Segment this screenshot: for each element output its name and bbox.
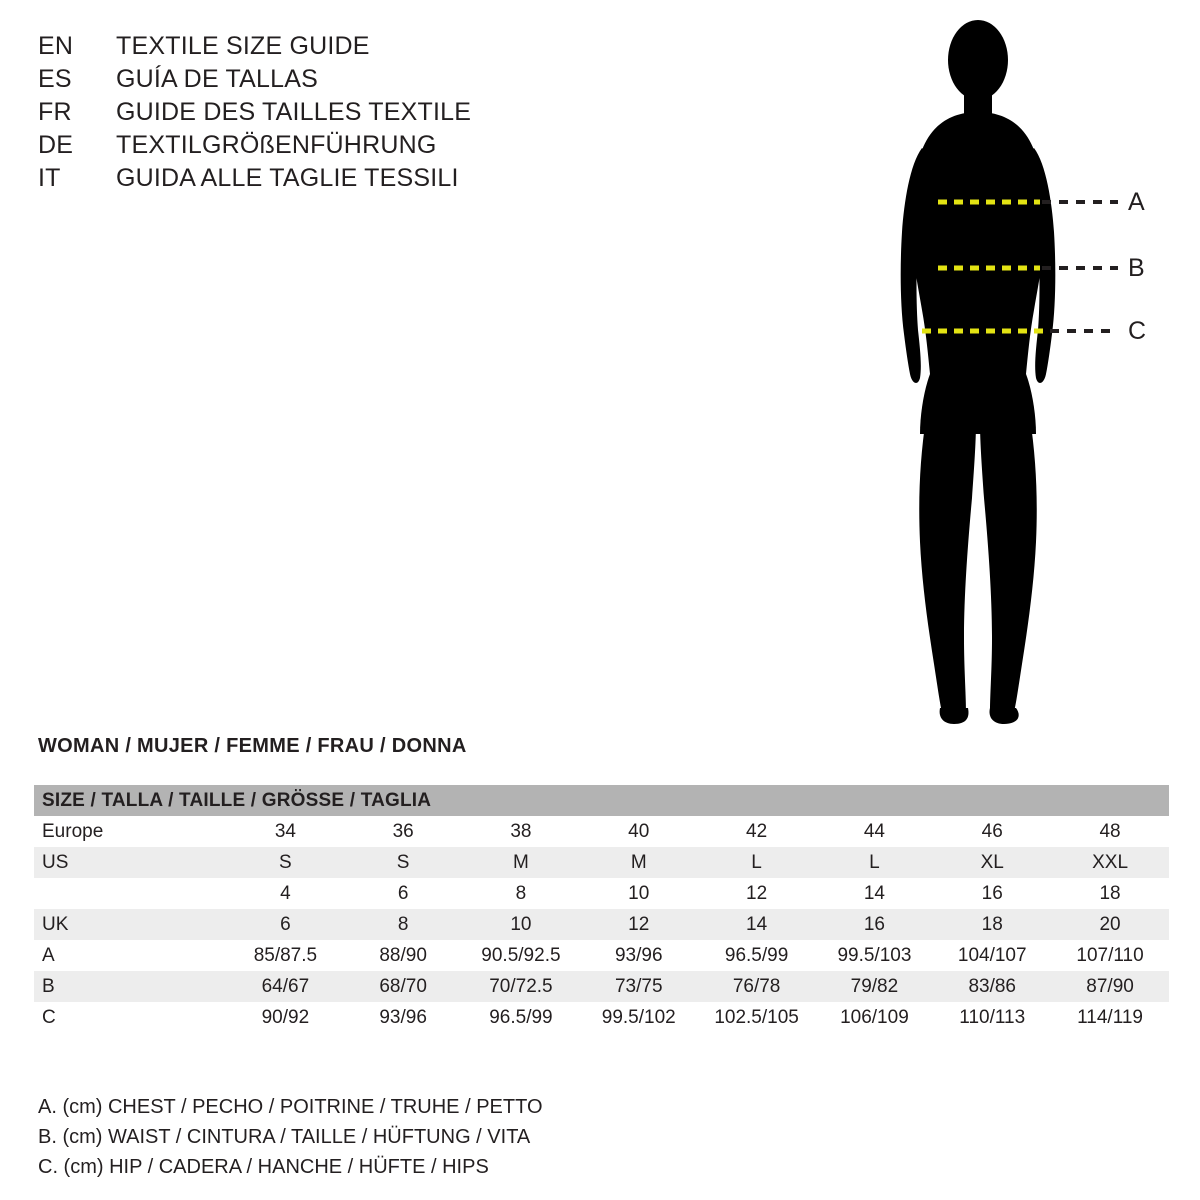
cell: 44: [816, 816, 934, 847]
row-label: UK: [34, 909, 227, 940]
cell: 16: [816, 909, 934, 940]
cell: 8: [462, 878, 580, 909]
marker-label-b: B: [1128, 254, 1145, 282]
cell: 8: [344, 909, 462, 940]
table-row: [34, 909, 1169, 940]
row-label: A: [34, 940, 227, 971]
cell: XXL: [1051, 847, 1169, 878]
language-row: [38, 96, 738, 129]
cell: 70/72.5: [462, 971, 580, 1002]
cell: 114/119: [1051, 1002, 1169, 1033]
table-row: [34, 878, 1169, 909]
body-figure: [860, 18, 1180, 738]
cell: 93/96: [344, 1002, 462, 1033]
table-row: [34, 816, 1169, 847]
language-title: GUIDE DES TAILLES TEXTILE: [116, 98, 472, 126]
row-label: US: [34, 847, 227, 878]
language-code: FR: [38, 98, 72, 126]
language-code: IT: [38, 164, 61, 192]
language-title: GUÍA DE TALLAS: [116, 65, 318, 93]
table-row: [34, 971, 1169, 1002]
language-row: [38, 30, 738, 63]
cell: 102.5/105: [698, 1002, 816, 1033]
cell: 48: [1051, 816, 1169, 847]
language-title: TEXTILGRÖßENFÜHRUNG: [116, 131, 437, 159]
cell: 18: [933, 909, 1051, 940]
marker-label-a: A: [1128, 188, 1145, 216]
row-label: C: [34, 1002, 227, 1033]
cell: S: [227, 847, 345, 878]
cell: 42: [698, 816, 816, 847]
cell: XL: [933, 847, 1051, 878]
language-title: GUIDA ALLE TAGLIE TESSILI: [116, 164, 459, 192]
cell: 40: [580, 816, 698, 847]
table-header-label: SIZE / TALLA / TAILLE / GRÖSSE / TAGLIA: [34, 785, 1169, 816]
section-title-woman: WOMAN / MUJER / FEMME / FRAU / DONNA: [38, 735, 467, 757]
legend-item-waist: B. (cm) WAIST / CINTURA / TAILLE / HÜFTUNG / VITA: [38, 1126, 531, 1148]
cell: 83/86: [933, 971, 1051, 1002]
row-label: Europe: [34, 816, 227, 847]
cell: 20: [1051, 909, 1169, 940]
female-silhouette-icon: [860, 18, 1180, 738]
cell: 85/87.5: [227, 940, 345, 971]
language-code: ES: [38, 65, 72, 93]
language-code: EN: [38, 32, 74, 60]
cell: 90/92: [227, 1002, 345, 1033]
cell: M: [580, 847, 698, 878]
language-row: [38, 129, 738, 162]
cell: 12: [698, 878, 816, 909]
cell: M: [462, 847, 580, 878]
language-row: [38, 162, 738, 195]
cell: 10: [580, 878, 698, 909]
cell: 96.5/99: [698, 940, 816, 971]
cell: 14: [816, 878, 934, 909]
cell: L: [816, 847, 934, 878]
cell: L: [698, 847, 816, 878]
cell: 106/109: [816, 1002, 934, 1033]
marker-label-c: C: [1128, 317, 1147, 345]
table-row: [34, 940, 1169, 971]
cell: 90.5/92.5: [462, 940, 580, 971]
cell: 12: [580, 909, 698, 940]
cell: 6: [344, 878, 462, 909]
cell: 88/90: [344, 940, 462, 971]
table-row: [34, 847, 1169, 878]
cell: 16: [933, 878, 1051, 909]
cell: 87/90: [1051, 971, 1169, 1002]
row-label: B: [34, 971, 227, 1002]
cell: 79/82: [816, 971, 934, 1002]
cell: 36: [344, 816, 462, 847]
cell: 99.5/103: [816, 940, 934, 971]
language-title: TEXTILE SIZE GUIDE: [116, 32, 370, 60]
cell: 38: [462, 816, 580, 847]
cell: 10: [462, 909, 580, 940]
cell: 46: [933, 816, 1051, 847]
cell: 34: [227, 816, 345, 847]
cell: 64/67: [227, 971, 345, 1002]
legend-item-chest: A. (cm) CHEST / PECHO / POITRINE / TRUHE / PETTO: [38, 1096, 543, 1118]
language-code: DE: [38, 131, 74, 159]
cell: 110/113: [933, 1002, 1051, 1033]
cell: 73/75: [580, 971, 698, 1002]
legend-item-hip: C. (cm) HIP / CADERA / HANCHE / HÜFTE / HIPS: [38, 1156, 489, 1178]
table-header-row: [34, 785, 1169, 816]
cell: 96.5/99: [462, 1002, 580, 1033]
row-label: [34, 878, 227, 909]
cell: 68/70: [344, 971, 462, 1002]
cell: 18: [1051, 878, 1169, 909]
cell: 104/107: [933, 940, 1051, 971]
cell: 99.5/102: [580, 1002, 698, 1033]
cell: 6: [227, 909, 345, 940]
cell: S: [344, 847, 462, 878]
table-row: [34, 1002, 1169, 1033]
cell: 107/110: [1051, 940, 1169, 971]
cell: 4: [227, 878, 345, 909]
language-header-block: [38, 30, 738, 195]
cell: 76/78: [698, 971, 816, 1002]
cell: 14: [698, 909, 816, 940]
cell: 93/96: [580, 940, 698, 971]
legend-block: [38, 1092, 543, 1182]
language-row: [38, 63, 738, 96]
size-table: [34, 785, 1169, 1033]
